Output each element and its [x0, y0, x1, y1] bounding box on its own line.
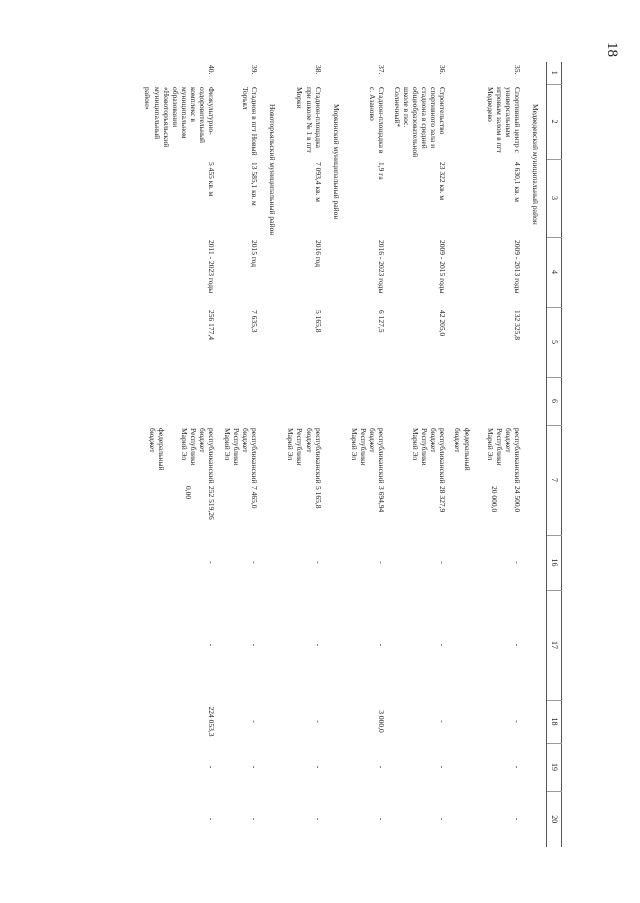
funding-amount — [140, 483, 219, 535]
object-name: Физкультурно-оздоровительный комплекс в муниципальном образовании «Новоторъяльский муниципальный район» — [143, 87, 217, 148]
funding-amount — [283, 483, 326, 535]
col-16-value: - — [250, 561, 260, 564]
funding-source-1: республиканский бюджет Республики Марий Эл — [286, 428, 323, 484]
funding-amount — [219, 483, 262, 535]
row-number: 36. — [438, 65, 448, 75]
col-19-value: - — [207, 765, 217, 769]
capacity: 7 093,4 кв. м — [313, 162, 323, 203]
section-row — [525, 62, 547, 847]
col-20-value: - — [313, 817, 323, 821]
page-number: 18 — [604, 42, 620, 57]
col-17-value: - — [513, 643, 523, 647]
col-18-value: 3 000,0 — [377, 710, 387, 733]
funding-amount-1: 3 694,94 — [377, 486, 387, 513]
spacer-cell — [219, 377, 262, 425]
section-spacer — [262, 62, 283, 84]
funding-source — [347, 425, 390, 483]
construction-period: 2009 - 2015 годы — [438, 240, 448, 294]
col-16-value: - — [377, 561, 387, 564]
header-cell: 6 — [547, 377, 562, 425]
funding-source-2: федеральный бюджет — [147, 428, 166, 471]
col-17-value: - — [250, 643, 260, 647]
funding-amount-2: 20 000,0 — [489, 486, 499, 513]
header-cell: 20 — [547, 791, 562, 847]
table-row — [140, 62, 219, 847]
funding-source — [140, 425, 219, 483]
col-19-value: - — [377, 765, 387, 769]
funding-amount-1: 7 465,0 — [250, 486, 260, 509]
col-19-value: - — [438, 765, 448, 769]
section-row — [262, 62, 283, 847]
funding-source — [450, 425, 525, 483]
funding-source-1: республиканский бюджет Республики Марий Эл — [485, 428, 523, 484]
row-number: 35. — [513, 65, 523, 75]
col-18-value: - — [313, 720, 323, 723]
funding-amount-1: 5 165,8 — [313, 486, 323, 509]
object-name: Строительство спортивного зала и стадиона в средней общеобразовательной школе в пос. Солнечный* — [392, 87, 448, 158]
funding-source — [283, 425, 326, 483]
funding-amount-1: 252 519,26 — [207, 486, 217, 520]
funding-amount-2: 0,00 — [184, 486, 194, 500]
rotated-table-area — [110, 62, 562, 847]
funding-source-1: республиканский бюджет Республики Марий Эл — [180, 428, 217, 484]
capacity: 1,9 га — [377, 162, 387, 180]
col-20-value: - — [250, 817, 260, 821]
estimated-cost: 132 325,8 — [513, 310, 523, 340]
table-row — [389, 62, 450, 847]
header-cell: 4 — [547, 237, 562, 307]
capacity: 4 630,1 кв. м — [513, 162, 523, 203]
col-19-value: - — [513, 765, 523, 769]
col-19-value: - — [313, 765, 323, 769]
header-cell: 16 — [547, 535, 562, 590]
funding-amount-1: 28 327,9 — [438, 486, 448, 513]
header-cell: 7 — [547, 425, 562, 535]
table-row — [450, 62, 525, 847]
col-16-value: - — [438, 561, 448, 564]
funding-amount — [347, 483, 390, 535]
funding-source-1: республиканский бюджет Республики Марий Эл — [410, 428, 448, 484]
header-cell: 2 — [547, 84, 562, 159]
funding-source — [219, 425, 262, 483]
funding-amount — [450, 483, 525, 535]
col-17-value: - — [313, 643, 323, 647]
capacity: 13 585,1 кв. м — [250, 162, 260, 206]
section-spacer — [326, 62, 347, 84]
col-20-value: - — [513, 817, 523, 821]
table-row — [347, 62, 390, 847]
construction-period: 2016 год — [313, 240, 323, 268]
col-18-value: 224 053,3 — [207, 706, 217, 737]
funding-source-1: республиканский бюджет Республики Марий Эл — [222, 428, 260, 484]
object-name: Стадион-площадка в с. Азаново — [368, 87, 387, 154]
object-name: Стадион в пгт Новый Торъял — [240, 87, 260, 156]
object-name: Стадион-площадка при школе № 1 в пгт Морки — [295, 87, 323, 153]
col-18-value: - — [513, 720, 523, 723]
col-20-value: - — [438, 817, 448, 821]
section-title: Медведевский муниципальный район — [531, 104, 541, 225]
estimated-cost: 256 177,4 — [207, 310, 217, 340]
row-number: 38. — [313, 65, 323, 75]
funding-source-1: республиканский бюджет Республики Марий Эл — [350, 428, 387, 484]
table-row — [219, 62, 262, 847]
table-row — [283, 62, 326, 847]
estimated-cost: 5 165,8 — [313, 310, 323, 333]
header-cell: 19 — [547, 743, 562, 791]
section-title: Моркинский муниципальный район — [331, 104, 341, 220]
spacer-cell — [450, 377, 525, 425]
col-16-value: - — [207, 561, 217, 564]
header-cell: 3 — [547, 159, 562, 237]
capacity: 5 455 кв. м — [207, 162, 217, 197]
col-17-value: - — [377, 643, 387, 647]
spacer-cell — [140, 377, 219, 425]
col-18-value: - — [250, 720, 260, 723]
capacity: 23 322 кв. м — [438, 162, 448, 201]
col-20-value: - — [377, 817, 387, 821]
row-number: 40. — [207, 65, 217, 75]
col-16-value: - — [513, 561, 523, 564]
header-cell: 1 — [547, 62, 562, 84]
construction-period: 2016 - 2023 годы — [377, 240, 387, 294]
header-cell: 17 — [547, 590, 562, 700]
estimated-cost: 7 635,3 — [250, 310, 260, 333]
construction-period: 2011 - 2023 годы — [207, 240, 217, 294]
col-20-value: - — [207, 817, 217, 821]
funding-amount-1: 24 500,0 — [513, 486, 523, 513]
col-19-value: - — [250, 765, 260, 769]
col-18-value: - — [438, 720, 448, 723]
section-row — [326, 62, 347, 847]
spacer-cell — [283, 377, 326, 425]
funding-source-2: федеральный бюджет — [453, 428, 472, 471]
estimated-cost: 6 127,5 — [377, 310, 387, 333]
investment-table — [140, 62, 562, 847]
header-cell: 18 — [547, 700, 562, 743]
spacer-cell — [347, 377, 390, 425]
funding-source — [389, 425, 450, 483]
object-name: Спортивный центр с универсальным игровым залом в пгт Медведево — [485, 87, 523, 153]
header-cell: 5 — [547, 307, 562, 377]
construction-period: 2009 - 2013 годы — [513, 240, 523, 294]
column-number-row — [547, 62, 562, 847]
row-number: 37. — [377, 65, 387, 75]
section-spacer — [525, 62, 547, 84]
spacer-cell — [389, 377, 450, 425]
section-title: Новоторъяльский муниципальный район — [268, 104, 278, 236]
estimated-cost: 42 205,0 — [438, 310, 448, 337]
construction-period: 2015 год — [250, 240, 260, 268]
funding-amount — [389, 483, 450, 535]
row-number: 39. — [250, 65, 260, 75]
col-16-value: - — [313, 561, 323, 564]
col-17-value: - — [207, 643, 217, 647]
col-17-value: - — [438, 643, 448, 647]
